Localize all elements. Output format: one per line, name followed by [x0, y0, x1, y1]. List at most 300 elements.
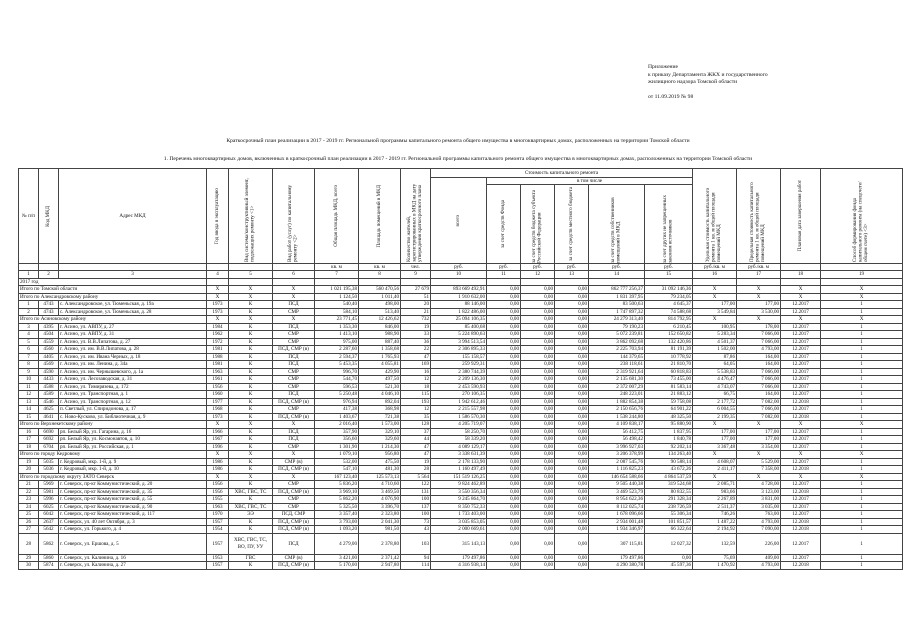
- table-cell: 12.2018: [781, 413, 821, 421]
- table-cell: 1954: [207, 526, 229, 534]
- table-cell: 1967: [207, 436, 229, 444]
- column-number-cell: 11: [487, 271, 521, 278]
- column-numbers-row: [19, 271, 903, 278]
- subtotal-row: [19, 286, 903, 294]
- table-cell: с. Александровское, ул. Тюменьская, д. 28: [59, 308, 207, 316]
- table-cell: X: [737, 473, 781, 481]
- subtotal-row: [19, 473, 903, 481]
- year-row: [19, 278, 903, 286]
- table-cell: 4 608,07: [693, 458, 737, 466]
- table-cell: 12.2017: [781, 361, 821, 369]
- table-cell: 0,00: [555, 361, 589, 369]
- table-cell: ПСД: [273, 353, 315, 361]
- table-cell: 892,04: [359, 398, 401, 406]
- table-cell: 155 158,57: [431, 353, 487, 361]
- table-cell: 319 524,68: [645, 481, 693, 489]
- table-cell: ХВС, ГВС, ТС: [229, 503, 273, 511]
- table-cell: 1: [821, 376, 903, 384]
- table-cell: 114: [401, 562, 431, 570]
- table-cell: 513,40: [359, 308, 401, 316]
- table-cell: 13: [19, 398, 39, 406]
- table-cell: 0,00: [487, 503, 521, 511]
- table-cell: 3 123,00: [737, 488, 781, 496]
- table-cell: 1 934 346,97: [589, 526, 645, 534]
- table-cell: 59 758,08: [645, 398, 693, 406]
- table-cell: 0,00: [487, 562, 521, 570]
- table-cell: X: [737, 316, 781, 324]
- table-cell: 12.2018: [781, 466, 821, 474]
- table-cell: 6: [19, 346, 39, 354]
- table-cell: 27: [19, 526, 39, 534]
- table-cell: 21: [401, 308, 431, 316]
- table-cell: ПСД: [273, 436, 315, 444]
- table-cell: 4 743,07: [693, 383, 737, 391]
- column-number-cell: 4: [207, 271, 229, 278]
- table-cell: 12.2017: [781, 511, 821, 519]
- table-cell: 0,00: [521, 488, 555, 496]
- table-cell: X: [207, 286, 229, 294]
- table-cell: 66,75: [693, 391, 737, 399]
- table-cell: 4625: [39, 406, 59, 414]
- table-cell: 1977: [207, 398, 229, 406]
- table-cell: 357,90: [315, 428, 359, 436]
- table-cell: 55 306,34: [645, 511, 693, 519]
- table-cell: 58 339,20: [431, 436, 487, 444]
- table-cell: 356,60: [315, 436, 359, 444]
- table-cell: 0,00: [521, 338, 555, 346]
- table-cell: 1973: [207, 413, 229, 421]
- appendix-block: [648, 64, 898, 101]
- table-cell: 1: [821, 466, 903, 474]
- table-cell: 3: [19, 323, 39, 331]
- table-cell: [821, 278, 903, 286]
- table-cell: 0,00: [521, 466, 555, 474]
- table-cell: 0,00: [487, 443, 521, 451]
- table-cell: 48 325,50: [645, 413, 693, 421]
- table-cell: 1961: [207, 376, 229, 384]
- table-cell: 12.2017: [781, 323, 821, 331]
- table-cell: 4559: [39, 338, 59, 346]
- table-cell: 12.2017: [781, 353, 821, 361]
- table-cell: 7 066,00: [737, 338, 781, 346]
- table-cell: 73: [401, 518, 431, 526]
- table-cell: 22: [401, 346, 431, 354]
- header-cell: Код МКД: [39, 169, 59, 264]
- table-cell: рп. Белый Яр, ул. Гагарина, д. 16: [59, 428, 207, 436]
- table-cell: 0,00: [555, 421, 589, 429]
- table-cell: К: [229, 376, 273, 384]
- table-cell: 0,00: [521, 361, 555, 369]
- table-cell: 132,59: [693, 533, 737, 554]
- table-row: [19, 323, 903, 331]
- table-row: [19, 383, 903, 391]
- table-cell: 12.2017: [781, 406, 821, 414]
- table-cell: 2 511,37: [693, 503, 737, 511]
- table-cell: 4 279,00: [315, 533, 359, 554]
- table-cell: 23: [19, 496, 39, 504]
- table-body: [19, 278, 903, 569]
- table-cell: 1 301,90: [315, 443, 359, 451]
- table-cell: 33: [401, 331, 431, 339]
- table-cell: 19: [401, 323, 431, 331]
- table-cell: 9: [19, 368, 39, 376]
- table-cell: 37: [401, 428, 431, 436]
- table-cell: 1 538 244,80: [589, 413, 645, 421]
- table-cell: 0,00: [555, 488, 589, 496]
- table-cell: X: [273, 451, 315, 459]
- table-cell: 12.2017: [781, 496, 821, 504]
- unit-cell: руб./кв. м: [693, 264, 737, 271]
- table-cell: 0,00: [487, 361, 521, 369]
- table-cell: 4588: [39, 383, 59, 391]
- table-cell: 0,00: [487, 473, 521, 481]
- unit-cell: [207, 264, 229, 271]
- table-cell: 4 793,00: [737, 518, 781, 526]
- table-cell: 0,00: [487, 518, 521, 526]
- table-cell: 3 994 513,54: [431, 338, 487, 346]
- table-cell: 4: [19, 331, 39, 339]
- table-cell: 12: [401, 406, 431, 414]
- table-cell: 164,00: [737, 361, 781, 369]
- table-cell: г. Северск, пр-кт Коммунистический, д. 55: [59, 496, 207, 504]
- table-cell: [229, 278, 273, 286]
- table-cell: 1966: [207, 428, 229, 436]
- table-cell: 429,90: [359, 368, 401, 376]
- table-cell: 12.2017: [781, 554, 821, 562]
- column-number-cell: 10: [431, 271, 487, 278]
- table-cell: К: [229, 353, 273, 361]
- table-cell: 29: [19, 554, 39, 562]
- table-cell: 2017 год: [19, 278, 207, 286]
- table-row: [19, 353, 903, 361]
- table-cell: 12.2017: [781, 533, 821, 554]
- table-cell: 0,00: [487, 308, 521, 316]
- table-cell: 2637: [39, 518, 59, 526]
- table-cell: 36: [401, 338, 431, 346]
- table-cell: 1988: [207, 353, 229, 361]
- table-cell: X: [207, 293, 229, 301]
- table-cell: 0,00: [487, 391, 521, 399]
- table-cell: 0,00: [555, 323, 589, 331]
- unit-cell: руб.: [431, 264, 487, 271]
- table-cell: 5874: [39, 562, 59, 570]
- table-row: [19, 338, 903, 346]
- table-cell: ПСД, СМР (в): [273, 488, 315, 496]
- table-cell: 1981: [207, 361, 229, 369]
- table-cell: 0,00: [555, 436, 589, 444]
- table-cell: 1: [821, 503, 903, 511]
- table-cell: X: [693, 421, 737, 429]
- table-cell: 4 728,00: [737, 481, 781, 489]
- table-cell: 79 190,23: [589, 323, 645, 331]
- table-cell: 862 777 256,37: [589, 286, 645, 294]
- column-number-cell: 16: [693, 271, 737, 278]
- table-cell: 3 469 523,79: [589, 488, 645, 496]
- unit-cell: руб.: [589, 264, 645, 271]
- table-cell: [521, 278, 555, 286]
- table-cell: 4 290 380,78: [589, 562, 645, 570]
- table-cell: X: [821, 473, 903, 481]
- table-cell: 532,00: [315, 458, 359, 466]
- table-cell: 3 421,00: [315, 554, 359, 562]
- table-cell: 0,00: [555, 526, 589, 534]
- table-cell: 0,00: [487, 406, 521, 414]
- table-cell: ПСД: [273, 428, 315, 436]
- table-cell: 7 082,00: [737, 413, 781, 421]
- table-cell: 4 076,90: [359, 496, 401, 504]
- table-cell: 1: [821, 353, 903, 361]
- table-cell: 0,00: [487, 533, 521, 554]
- table-cell: 0,00: [555, 286, 589, 294]
- table-cell: 18: [19, 443, 39, 451]
- table-cell: 1 358,68: [359, 346, 401, 354]
- table-cell: X: [821, 316, 903, 324]
- table-cell: 3 338 631,39: [431, 451, 487, 459]
- table-cell: 0,00: [487, 466, 521, 474]
- table-cell: 20: [19, 466, 39, 474]
- table-cell: X: [693, 293, 737, 301]
- table-cell: СМР: [273, 331, 315, 339]
- table-cell: ХВС, ГВС, ТС: [229, 488, 273, 496]
- table-cell: 1 093,20: [315, 526, 359, 534]
- table-cell: 996,70: [315, 368, 359, 376]
- table-cell: 17: [19, 436, 39, 444]
- table-cell: 12.2017: [781, 338, 821, 346]
- table-cell: X: [229, 421, 273, 429]
- column-number-cell: 6: [273, 271, 315, 278]
- header-cell: Количество жителей, зарегистрированных в МКД на дату утверждения краткосрочного плана: [401, 169, 431, 264]
- table-cell: 481,30: [359, 466, 401, 474]
- table-cell: ПСД, СМР (в): [273, 562, 315, 570]
- table-cell: 1 124,50: [315, 293, 359, 301]
- unit-cell: кв. м: [315, 264, 359, 271]
- table-cell: 88 146,00: [431, 301, 487, 309]
- table-cell: 5981: [39, 488, 59, 496]
- table-cell: 4 793,00: [737, 562, 781, 570]
- table-cell: 1 840,78: [645, 436, 693, 444]
- table-cell: 0,00: [487, 286, 521, 294]
- table-cell: ПСД: [273, 391, 315, 399]
- table-cell: 2 135 681,30: [589, 376, 645, 384]
- table-cell: 12.2017: [781, 458, 821, 466]
- table-cell: 0,00: [521, 308, 555, 316]
- table-cell: 164,00: [737, 353, 781, 361]
- table-cell: 4743: [39, 301, 59, 309]
- table-cell: СМР (в): [273, 458, 315, 466]
- appendix-line: Приложение: [648, 64, 679, 70]
- column-number-cell: 18: [781, 271, 821, 278]
- table-cell: 1973: [207, 308, 229, 316]
- table-cell: 1956: [207, 488, 229, 496]
- table-cell: 2 287,60: [315, 346, 359, 354]
- table-cell: 1972: [207, 338, 229, 346]
- table-cell: 9 245 864,70: [431, 496, 487, 504]
- table-cell: 540,40: [315, 301, 359, 309]
- table-cell: 7 066,00: [737, 331, 781, 339]
- table-cell: 7 358,00: [737, 466, 781, 474]
- table-cell: К: [229, 331, 273, 339]
- table-cell: 0,00: [555, 473, 589, 481]
- header-cell: Площадь помещений в МКД: [359, 169, 401, 264]
- table-cell: 0,00: [487, 481, 521, 489]
- table-cell: 4560: [39, 346, 59, 354]
- table-cell: СМР: [273, 368, 315, 376]
- table-cell: 8: [19, 361, 39, 369]
- table-cell: 1963: [207, 368, 229, 376]
- table-cell: 21: [19, 481, 39, 489]
- column-number-cell: 7: [315, 271, 359, 278]
- table-cell: 4 864 537,59: [645, 473, 693, 481]
- table-cell: г. Северск, ул. 40 лет Октября, д. 3: [59, 518, 207, 526]
- table-cell: 0,00: [487, 554, 521, 562]
- document-subtitle: 1. Перечень многоквартирных домов, включенных в краткосрочный план реализации в 2017 - 2019 гг. Региональной программы капитального ремонта общего имущества в многоквартирных домах, расположенных на территории Томской области: [163, 156, 753, 162]
- table-cell: Итого по Александровскому району: [19, 293, 207, 301]
- table-cell: 1 831 397,95: [589, 293, 645, 301]
- header-cell: Вид работ (услуг) по капитальному ремонту <2>: [273, 169, 315, 264]
- table-cell: 497,50: [359, 376, 401, 384]
- header-cell: Год ввода в эксплуатацию: [207, 169, 229, 264]
- table-cell: г. Асино, ул. АВПУ, д. 31: [59, 331, 207, 339]
- table-cell: 1984: [207, 323, 229, 331]
- table-cell: 0,00: [521, 562, 555, 570]
- header-cell: за счет средств Фонда: [487, 185, 521, 264]
- table-cell: 0,00: [521, 286, 555, 294]
- table-cell: X: [273, 473, 315, 481]
- table-cell: 80 832,55: [645, 488, 693, 496]
- table-cell: 1986: [207, 466, 229, 474]
- table-cell: 498,00: [359, 301, 401, 309]
- table-cell: 814 792,95: [645, 316, 693, 324]
- table-cell: 1: [821, 346, 903, 354]
- table-cell: 0,00: [521, 473, 555, 481]
- table-cell: К: [229, 436, 273, 444]
- table-cell: К: [229, 398, 273, 406]
- table-cell: 1: [821, 526, 903, 534]
- table-cell: 5642: [39, 526, 59, 534]
- table-cell: 18: [401, 383, 431, 391]
- table-row: [19, 308, 903, 316]
- table-cell: 2 267,89: [693, 496, 737, 504]
- table-cell: 732: [401, 316, 431, 324]
- table-row: [19, 526, 903, 534]
- table-cell: г. Асино, ул. Тимирязева, д. 172: [59, 383, 207, 391]
- table-cell: 73 455,00: [645, 376, 693, 384]
- table-cell: 56 498,42: [589, 436, 645, 444]
- table-cell: 988,90: [359, 331, 401, 339]
- table-cell: 409,00: [737, 554, 781, 562]
- table-cell: 22: [19, 488, 39, 496]
- table-cell: 3 035,00: [737, 503, 781, 511]
- table-cell: 177,00: [737, 301, 781, 309]
- header-incl: в том числе: [487, 178, 693, 185]
- table-cell: 1953: [207, 554, 229, 562]
- table-cell: г. Северск, ул. Калинина, д. 27: [59, 562, 207, 570]
- table-cell: 94: [401, 554, 431, 562]
- table-row: [19, 481, 903, 489]
- table-cell: 5 072 239,81: [589, 331, 645, 339]
- table-cell: 4 793,00: [737, 346, 781, 354]
- table-cell: 270 106,35: [431, 391, 487, 399]
- table-cell: 5 529,00: [737, 458, 781, 466]
- unit-cell: [821, 264, 903, 271]
- table-cell: 4405: [39, 353, 59, 361]
- table-cell: 1: [821, 554, 903, 562]
- header-cell: за счет средств бюджета субъекта Российской Федерации: [521, 185, 555, 264]
- table-cell: 12 027,32: [645, 533, 693, 554]
- header-cell: за счет средств собственников помещений в МКД: [589, 185, 645, 264]
- table-cell: 8 350 752,33: [431, 503, 487, 511]
- table-cell: К: [229, 562, 273, 570]
- table-cell: 7 066,00: [737, 376, 781, 384]
- table-cell: 4 046,10: [359, 391, 401, 399]
- table-cell: 1: [821, 361, 903, 369]
- table-cell: [737, 278, 781, 286]
- table-row: [19, 376, 903, 384]
- table-cell: 47: [401, 353, 431, 361]
- table-cell: 1955: [207, 496, 229, 504]
- table-cell: 4 710,60: [359, 481, 401, 489]
- table-cell: 3 996 927,03: [589, 443, 645, 451]
- table-row: [19, 458, 903, 466]
- table-cell: 95 880,90: [645, 421, 693, 429]
- table-cell: 1: [821, 443, 903, 451]
- table-cell: 544,70: [315, 376, 359, 384]
- table-cell: 0,00: [521, 293, 555, 301]
- table-cell: 177,00: [737, 428, 781, 436]
- table-row: [19, 511, 903, 519]
- table-row: [19, 562, 903, 570]
- table-cell: 1957: [207, 562, 229, 570]
- table-cell: К: [229, 458, 273, 466]
- table-cell: 5 538,83: [693, 368, 737, 376]
- table-cell: 12.2017: [781, 346, 821, 354]
- table-cell: 3 969,10: [315, 488, 359, 496]
- table-cell: 0,00: [521, 368, 555, 376]
- table-cell: СМР: [273, 503, 315, 511]
- table-cell: 0,00: [555, 562, 589, 570]
- table-cell: 12.2018: [781, 488, 821, 496]
- table-row: [19, 466, 903, 474]
- table-cell: 0,00: [521, 398, 555, 406]
- table-cell: рп. Белый Яр, ул. Космонавтов, д. 10: [59, 436, 207, 444]
- table-cell: 4 501,37: [693, 338, 737, 346]
- table-cell: 1 021 195,38: [315, 286, 359, 294]
- table-cell: 24 279 313,40: [589, 316, 645, 324]
- header-cell: за счет других не запрещенных законом источников: [645, 185, 693, 264]
- table-row: [19, 443, 903, 451]
- table-cell: 7: [19, 353, 39, 361]
- table-cell: [359, 278, 401, 286]
- table-cell: К: [229, 466, 273, 474]
- table-cell: 151 519 126,25: [431, 473, 487, 481]
- table-cell: 5 224 890,63: [431, 331, 487, 339]
- table-cell: 30: [19, 562, 39, 570]
- table-cell: 887,40: [359, 338, 401, 346]
- table-cell: 1 470,92: [693, 562, 737, 570]
- table-cell: 5 250,48: [315, 391, 359, 399]
- table-cell: 12.2018: [781, 562, 821, 570]
- table-cell: X: [781, 293, 821, 301]
- table-cell: [645, 278, 693, 286]
- table-cell: 0,00: [521, 503, 555, 511]
- table-cell: 125 573,13: [359, 473, 401, 481]
- table-cell: X: [781, 286, 821, 294]
- table-cell: 12.2017: [781, 331, 821, 339]
- table-cell: 0,00: [555, 353, 589, 361]
- table-cell: 1: [821, 436, 903, 444]
- table-cell: 0,00: [487, 413, 521, 421]
- table-cell: ПСД, СМР (в): [273, 518, 315, 526]
